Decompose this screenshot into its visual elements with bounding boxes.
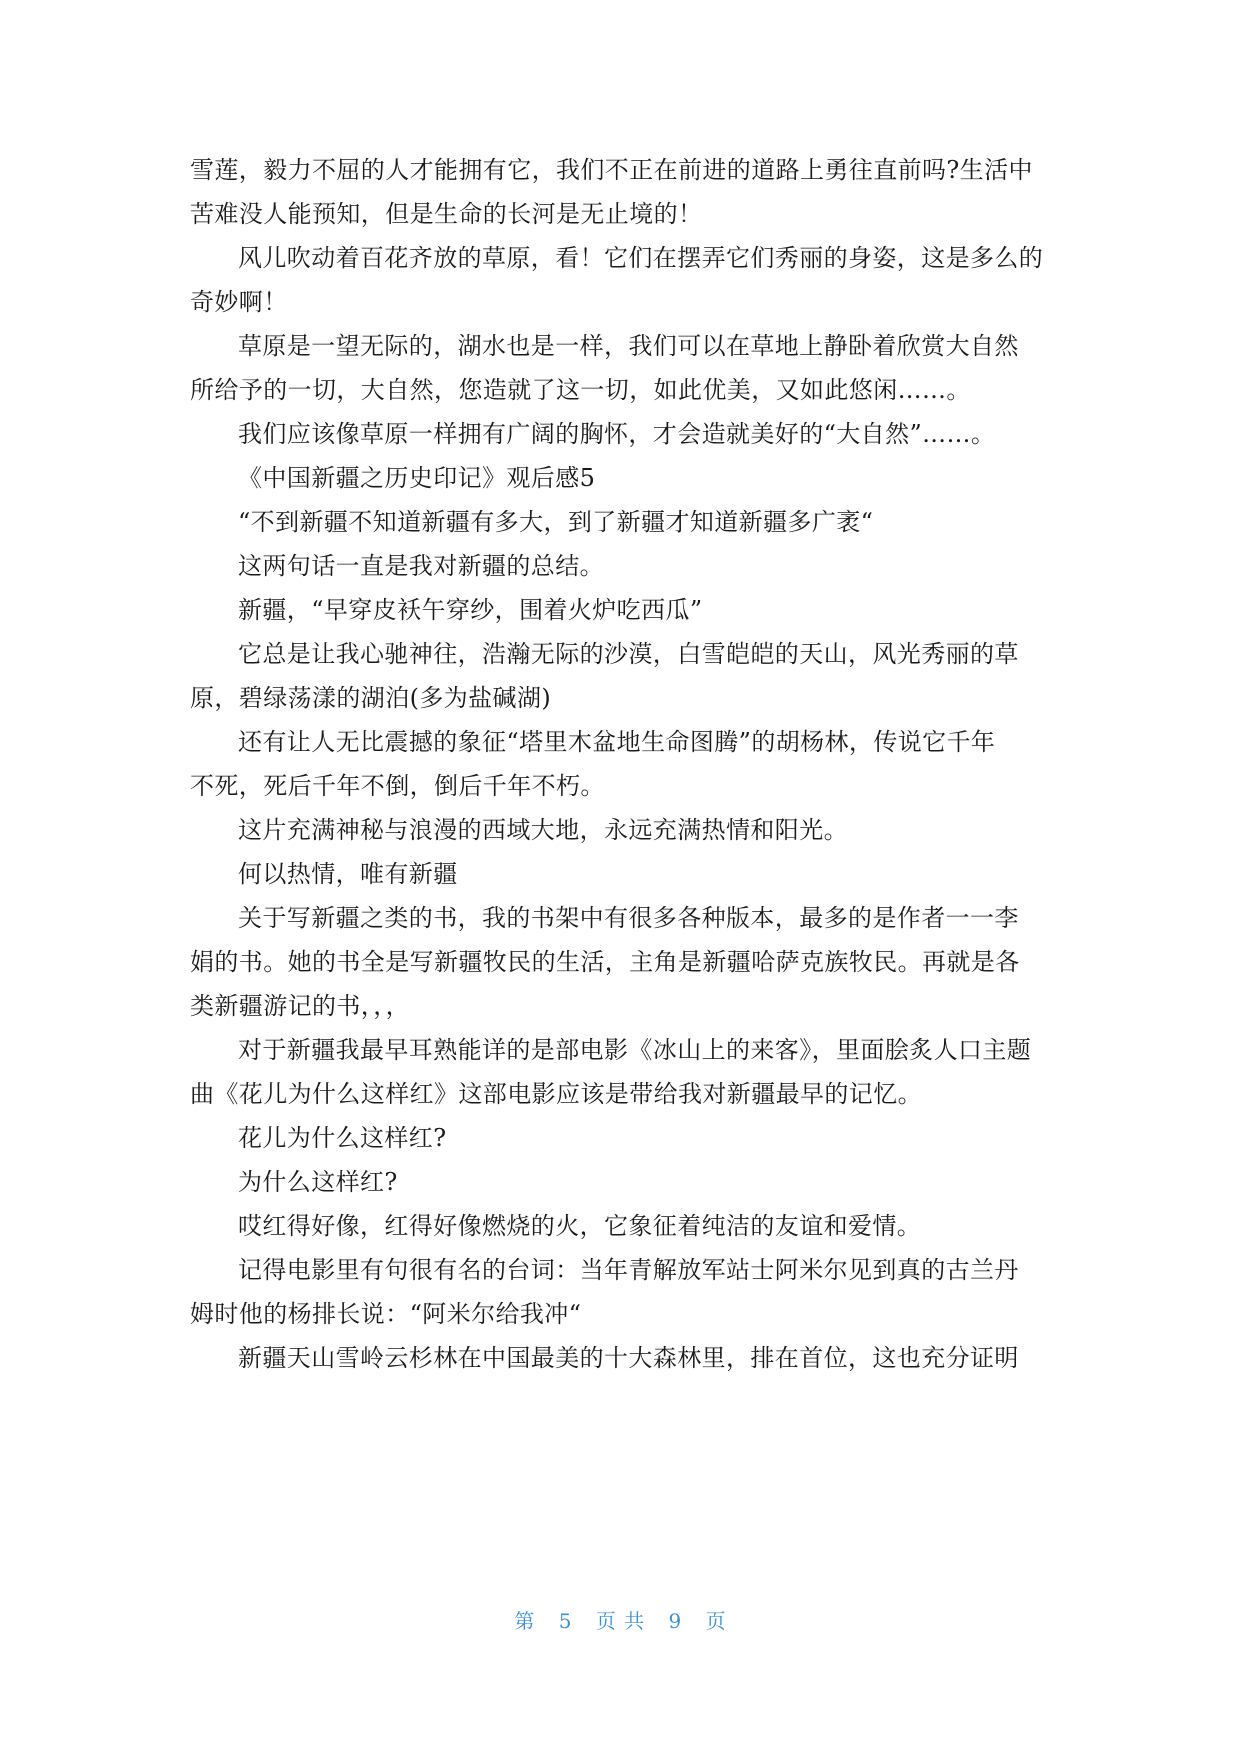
text-line: 类新疆游记的书，，，	[190, 992, 410, 1020]
footer-current-page: 5	[558, 1609, 573, 1633]
text-line: 何以热情，唯有新疆	[238, 860, 458, 888]
text-line: 记得电影里有句很有名的台词：当年青解放军站士阿米尔见到真的古兰丹	[238, 1256, 1019, 1284]
footer-of-label: 页 共	[595, 1609, 646, 1633]
text-line: 为什么这样红?	[238, 1168, 398, 1196]
text-line: 姆时他的杨排长说：“阿米尔给我冲“	[190, 1300, 582, 1328]
section-heading: 《中国新疆之历史印记》观后感5	[238, 464, 596, 492]
text-line: 娟的书。她的书全是写新疆牧民的生活，主角是新疆哈萨克族牧民。再就是各	[190, 948, 1020, 976]
text-line: 新疆天山雪岭云杉林在中国最美的十大森林里，排在首位，这也充分证明	[238, 1344, 1019, 1372]
text-line: 雪莲，毅力不屈的人才能拥有它，我们不正在前进的道路上勇往直前吗?生活中	[190, 156, 1033, 184]
text-line: 曲《花儿为什么这样红》这部电影应该是带给我对新疆最早的记忆。	[190, 1080, 922, 1108]
footer-end-label: 页	[705, 1609, 727, 1633]
text-line: 花儿为什么这样红?	[238, 1124, 447, 1152]
text-line: 风儿吹动着百花齐放的草原，看！它们在摆弄它们秀丽的身姿，这是多么的	[238, 244, 1044, 272]
text-line: 它总是让我心驰神往，浩瀚无际的沙漠，白雪皑皑的天山，风光秀丽的草	[238, 640, 1019, 668]
text-line: 原，碧绿荡漾的湖泊(多为盐碱湖)	[190, 684, 552, 712]
footer-page-label: 第	[514, 1609, 536, 1633]
page-footer	[0, 1605, 1241, 1634]
text-line: 还有让人无比震撼的象征“塔里木盆地生命图腾”的胡杨林，传说它千年	[238, 728, 996, 756]
text-line: 这两句话一直是我对新疆的总结。	[238, 552, 604, 580]
text-line: 关于写新疆之类的书，我的书架中有很多各种版本，最多的是作者一一李	[238, 904, 1019, 932]
text-line: 新疆，“早穿皮袄午穿纱，围着火炉吃西瓜”	[238, 596, 703, 624]
text-line: 哎红得好像，红得好像燃烧的火，它象征着纯洁的友谊和爱情。	[238, 1212, 922, 1240]
text-line: 不死，死后千年不倒，倒后千年不朽。	[190, 772, 605, 800]
footer-total-pages: 9	[668, 1609, 683, 1633]
text-line: 这片充满神秘与浪漫的西域大地，永远充满热情和阳光。	[238, 816, 848, 844]
text-line: “不到新疆不知道新疆有多大，到了新疆才知道新疆多广袤“	[238, 508, 874, 536]
text-line: 草原是一望无际的，湖水也是一样，我们可以在草地上静卧着欣赏大自然	[238, 332, 1019, 360]
text-line: 苦难没人能预知，但是生命的长河是无止境的！	[190, 200, 703, 228]
text-line: 对于新疆我最早耳熟能详的是部电影《冰山上的来客》，里面脍炙人口主题	[238, 1036, 1032, 1064]
text-line: 奇妙啊！	[190, 288, 288, 316]
text-line: 所给予的一切，大自然，您造就了这一切，如此优美，又如此悠闲……。	[190, 376, 971, 404]
text-line: 我们应该像草原一样拥有广阔的胸怀，才会造就美好的“大自然”……。	[238, 420, 996, 448]
